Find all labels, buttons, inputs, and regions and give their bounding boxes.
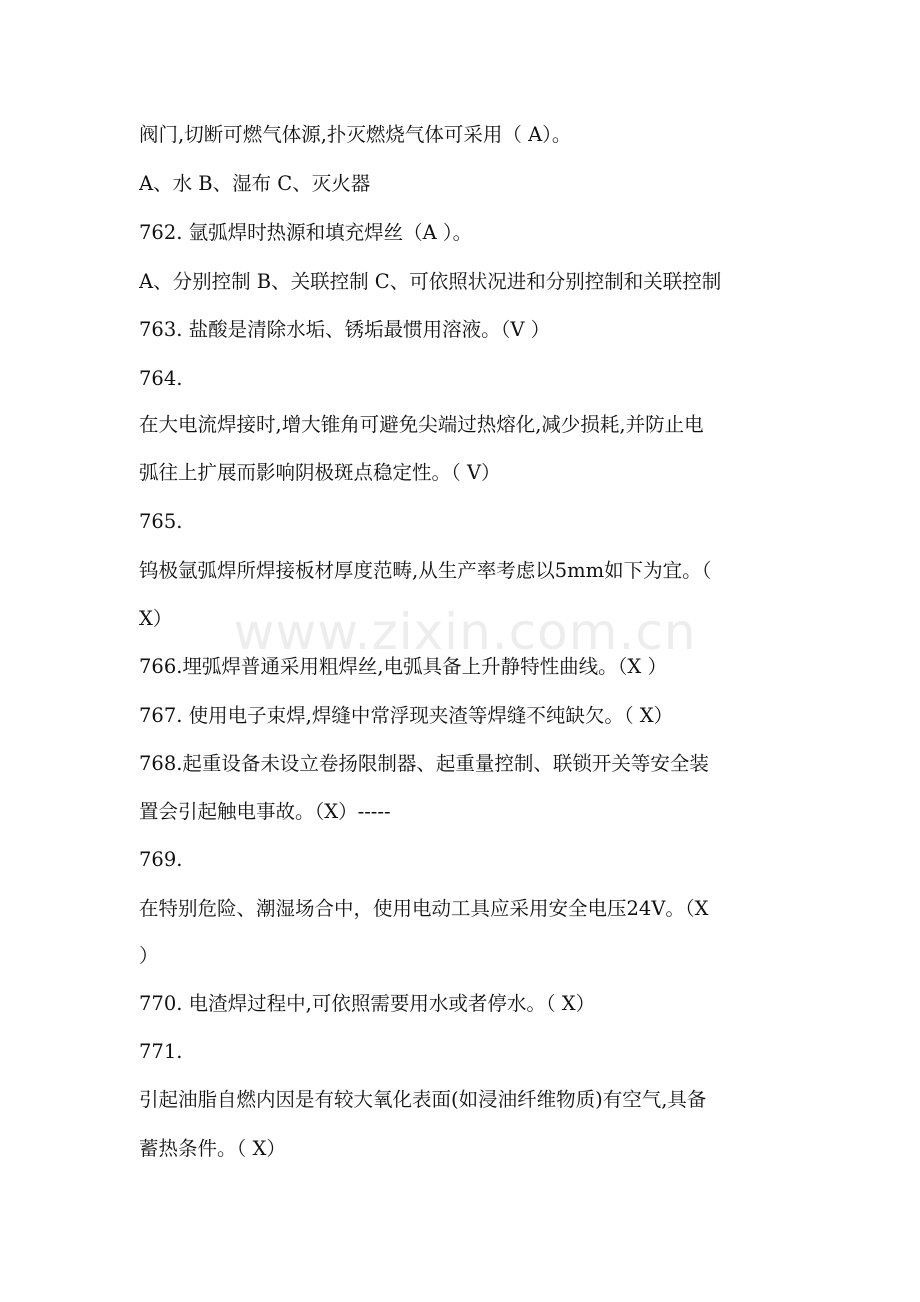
text-line-7: 在大电流焊接时,增大锥角可避免尖端过热熔化,减少损耗,并防止电 [139, 413, 704, 436]
text-line-2: A、水 B、湿布 C、灭火器 [139, 172, 371, 195]
text-line-12: 766.埋弧焊普通采用粗焊丝,电弧具备上升静特性曲线。（X ） [139, 655, 667, 678]
text-line-6: 764. [139, 367, 183, 390]
text-line-3: 762. 氩弧焊时热源和填充焊丝（A ）。 [139, 221, 473, 244]
text-line-15: 置会引起触电事故。（X）----- [139, 800, 391, 823]
watermark-text: www.zixin.com.cn [233, 603, 697, 661]
text-line-18: ） [139, 944, 159, 967]
text-line-20: 771. [139, 1040, 183, 1063]
text-line-5: 763. 盐酸是清除水垢、锈垢最惯用溶液。（V ） [139, 318, 551, 341]
text-line-14: 768.起重设备未设立卷扬限制器、起重量控制、联锁开关等安全装 [139, 752, 709, 775]
text-line-21: 引起油脂自燃内因是有较大氧化表面(如浸油纤维物质)有空气,具备 [139, 1088, 707, 1111]
text-line-13: 767. 使用电子束焊,焊缝中常浮现夹渣等焊缝不纯缺欠。（ X） [139, 704, 674, 727]
text-line-17: 在特别危险、潮湿场合中，使用电动工具应采用安全电压24V。（X [139, 897, 709, 920]
text-line-8: 弧往上扩展而影响阴极斑点稳定性。（ V） [139, 461, 501, 484]
text-line-9: 765. [139, 510, 183, 533]
text-line-1: 阀门,切断可燃气体源,扑灭燃烧气体可采用（ A）。 [139, 123, 572, 146]
text-line-19: 770. 电渣焊过程中,可依照需要用水或者停水。（ X） [139, 992, 596, 1015]
text-line-11: X） [139, 607, 173, 630]
text-line-16: 769. [139, 848, 183, 871]
text-line-10: 钨极氩弧焊所焊接板材厚度范畴,从生产率考虑以5mm如下为宜。（ [139, 559, 712, 582]
text-line-22: 蓄热条件。（ X） [139, 1137, 286, 1160]
text-line-4: A、分别控制 B、关联控制 C、可依照状况进和分别控制和关联控制 [139, 270, 722, 293]
